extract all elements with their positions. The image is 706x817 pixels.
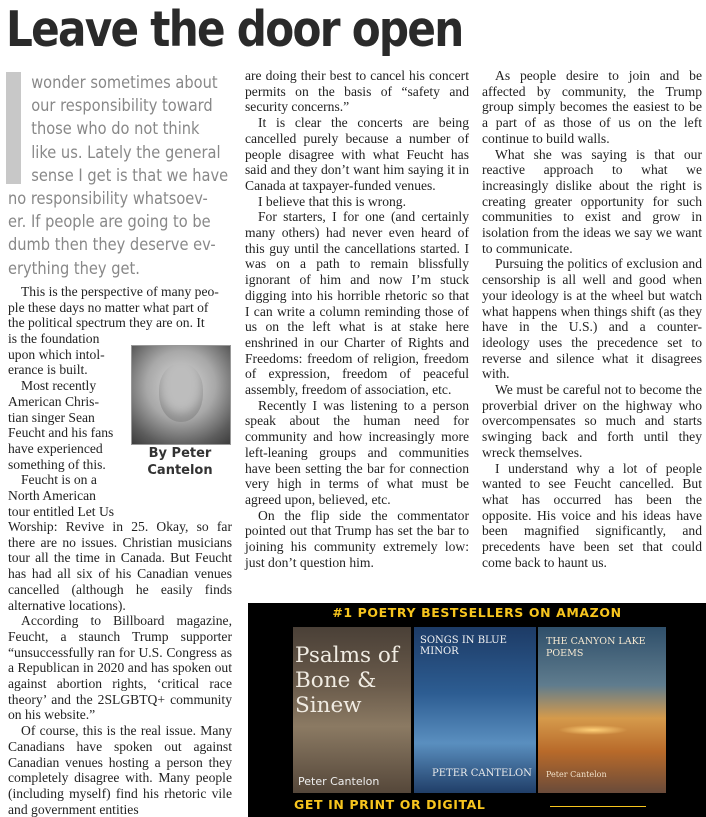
sunset-glow — [558, 725, 628, 735]
ad-headline: #1 POETRY BESTSELLERS ON AMAZON — [332, 605, 622, 620]
book-title: Psalms of Bone & Sinew — [295, 643, 399, 718]
paragraph: I understand why a lot of people wanted to see Feucht cancelled. But what has occurred has been the opposite. His voice and his ideas have been magnified significantly, and precedents have been set that could come back to haunt us. — [482, 460, 702, 570]
book-cover-canyon-lake[interactable] — [538, 627, 666, 793]
paragraph: As people desire to join and be affected by community, the Trump group simply becomes the easiest to be a part of as those of us on the left continue to build walls. — [482, 68, 702, 146]
text-line: Feucht is on a — [21, 472, 97, 488]
byline-line: By Peter — [148, 446, 212, 461]
book-title: THE CANYON LAKE POEMS — [546, 636, 646, 659]
paragraph: According to Billboard magazine, Feucht, a staunch Trump supporter “unsuccessfully ran for U.S. Congress as a Republican in 2020 and has spoken out against abortion rights, ‘critical race theory’ and the 2SLGBTQ+ community on his website.” — [8, 613, 232, 723]
paragraph: Pursuing the politics of exclusion and censorship is all well and good when your ideology is at the wheel but watch what happens when things shift (as they have in the U.S.) and a counter-ideology uses the precedence set to reverse and silence what it disagrees with. — [482, 256, 702, 382]
text-line: tian singer Sean — [8, 409, 95, 425]
text-line: erance is built. — [8, 362, 88, 378]
book-cover-songs[interactable] — [414, 627, 536, 793]
book-author: Peter Cantelon — [298, 775, 380, 788]
headline: Leave the door open — [6, 1, 463, 58]
paragraph — [8, 300, 232, 316]
paragraph: Worship: Revive in 25. Okay, so far there are no issues. Christian musicians tour all the time in Canada. But Feucht has had all six of his Canadian venues cancelled (although he easily finds alternative locations). — [8, 519, 232, 613]
paragraph — [8, 284, 232, 300]
lead-line: those who do not think — [31, 119, 200, 140]
paragraph: What she was saying is that our reactive approach to what we increasingly dislike about the right is creating greater opportunity for such communities to exist and grow in isolation from the ideas we say we want to communicate. — [482, 146, 702, 256]
book-cover-psalms[interactable] — [293, 627, 411, 793]
text-line: is the foundation — [8, 331, 100, 346]
text-line: North American — [8, 488, 96, 504]
column-2 — [245, 68, 469, 571]
book-advertisement[interactable] — [248, 603, 706, 817]
lead-line: wonder sometimes about — [31, 73, 218, 93]
column-3 — [482, 68, 702, 571]
author-photo — [131, 345, 231, 445]
lead-line: like us. Lately the general — [31, 142, 221, 163]
paragraph: Recently I was listening to a person speak about the human need for community and how increasingly more left-leaning groups and communities have been setting the bar for connection very high in terms of what must be agreed upon, believed, etc. — [245, 397, 469, 507]
lead-line: our responsibility toward — [31, 96, 213, 117]
paragraph: Of course, this is the real issue. Many Canadians have spoken out against Canadian venues hosting a person they completely disagree with. Many people (including myself) find his rhetoric vile and government entities — [8, 723, 232, 817]
paragraph: For starters, I for one (and certainly many others) had never even heard of this guy until the cancellations started. I was on a path to remain blissfully ignorant of him and now I’m stuck digging into his horrible rhetoric so that I can write a column reminding those of us on the left what is at stake here enshrined in our Charter of Rights and Freedoms: freedom of religion, freedom of expression, freedom of peaceful assembly, freedom of association, etc. — [245, 209, 469, 398]
column-1-wrap — [8, 331, 126, 519]
paragraph: We must be careful not to become the proverbial driver on the highway who overcompensates so much and starts swinging back and forth until they wreck themselves. — [482, 382, 702, 460]
text-line: Feucht and his fans — [8, 425, 114, 441]
text-line: Most recently — [21, 378, 97, 394]
byline — [131, 445, 229, 479]
lead-line: er. If people are going to be — [8, 212, 211, 233]
book-author: Peter Cantelon — [546, 770, 607, 779]
lead-paragraph — [8, 72, 229, 281]
author-face — [159, 364, 203, 422]
text-line: have experienced — [8, 440, 103, 456]
text-line: the political spectrum they are on. It — [8, 315, 205, 331]
lead-line: erything they get. — [8, 258, 140, 279]
lead-line: sense I get is that we have — [31, 165, 229, 186]
paragraph — [8, 315, 232, 331]
book-author: PETER CANTELON — [432, 768, 532, 779]
paragraph: It is clear the concerts are being cancelled purely because a number of people disagree with what Feucht has said and they don’t want him saying it in Canada at taxpayer-funded venues. — [245, 115, 469, 193]
column-1 — [8, 284, 232, 331]
text-line: ple these days no matter what part of — [8, 299, 209, 315]
text-line: American Chris- — [8, 393, 99, 409]
lead-line: no responsibility whatsoev- — [8, 189, 208, 210]
paragraph: On the flip side the commentator pointed out that Trump has set the bar to joining his community extremely low: just don’t question him. — [245, 507, 469, 570]
text-line: upon which intol- — [8, 346, 105, 362]
text-line: tour entitled Let Us — [8, 503, 115, 519]
ad-rule — [550, 806, 646, 807]
ad-tagline: GET IN PRINT OR DIGITAL — [294, 797, 486, 812]
column-1-lower — [8, 519, 232, 817]
text-line: This is the perspective of many peo- — [21, 284, 219, 299]
text-line: something of this. — [8, 456, 106, 472]
lead-line: dumb then they deserve ev- — [8, 235, 216, 256]
byline-line: Cantelon — [147, 463, 213, 478]
paragraph: I believe that this is wrong. — [258, 193, 406, 209]
book-title: SONGS IN BLUE MINOR — [420, 635, 507, 657]
paragraph: are doing their best to cancel his concert permits on the basis of “safety and security concerns.” — [245, 68, 469, 115]
